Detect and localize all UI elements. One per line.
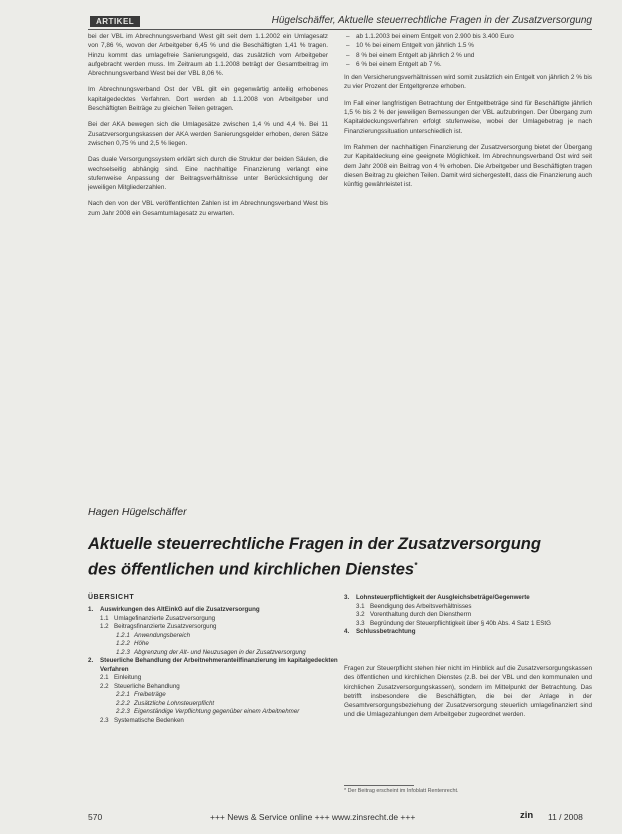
list-item: – 6 % bei einem Entgelt ab 7 %.: [356, 60, 592, 69]
toc-text: Steuerliche Behandlung der Arbeitnehmeranteilfinanzierung im kapitalgedeckten Verfahren: [100, 657, 338, 673]
toc-item: [344, 620, 592, 629]
toc-item: [88, 615, 338, 624]
running-title: Hügelschäffer, Aktuelle steuerrechtliche Fragen in der Zusatzversorgung: [271, 15, 592, 26]
toc-number: 2.2.3: [116, 708, 130, 715]
toc-text: Zusätzliche Lohnsteuerpflicht: [134, 699, 215, 707]
toc-item: [88, 708, 338, 717]
toc-item: [344, 603, 592, 612]
article-author: Hagen Hügelschäffer: [88, 506, 187, 518]
toc-number: 2.2.2: [116, 699, 130, 707]
toc-text: Freibeträge: [134, 691, 166, 698]
toc-text: Beitragsfinanzierte Zusatzversorgung: [114, 623, 217, 630]
toc-item: [88, 717, 338, 726]
toc-text: Eigenständige Verpflichtung gegenüber einem Arbeitnehmer: [134, 708, 300, 715]
title-line-2: des öffentlichen und kirchlichen Dienstes: [88, 560, 415, 579]
title-line-1: Aktuelle steuerrechtliche Fragen in der Zusatzversorgung: [88, 535, 541, 553]
paragraph: Bei der AKA bewegen sich die Umlagesätze zwischen 1,4 % und 4,4 %. Bei 11 Zusatzversorgungskassen der AKA werden Sanierungsgelder erhoben, deren Sätze zwischen 0,75 % und 2,5 % liegen.: [88, 121, 328, 147]
toc-number: 2.3: [100, 716, 109, 724]
footnote: * Der Beitrag erscheint im Infoblatt Rentenrecht.: [344, 788, 459, 794]
toc-text: Auswirkungen des AltEinkG auf die Zusatzversorgung: [100, 606, 260, 613]
issue-number: 11 / 2008: [548, 812, 583, 822]
header-rule: [88, 29, 592, 30]
toc-item: [88, 606, 338, 615]
paragraph: Im Rahmen der nachhaltigen Finanzierung der Zusatzversorgung bietet der Übergang zur Kapitaldeckung eine geeignete Möglichkeit. Im Abrechnungsverband Ost wird seit dem Jahr 2008 ein Beitrag von 4 % erhoben. Die Arbeitgeber und Beschäftigten tragen diesen Beitrag zu gleichen Teilen. Damit wird sichergestellt, dass die Finanzierung auch künftig gewährleistet ist.: [344, 143, 592, 189]
article-title: [88, 534, 592, 581]
toc-number: 1.2.1: [116, 631, 130, 639]
toc-right-list: [344, 594, 592, 637]
toc-number: 3.: [344, 594, 350, 601]
toc-item: [88, 649, 338, 658]
intro-paragraph: Fragen zur Steuerpflicht stehen hier nicht im Hinblick auf die Zusatzversorgungskassen des öffentlichen und kirchlichen Dienstes (z.B. bei der VBL und den kommunalen und kirchlichen Zusatzversorgungskassen), sondern im Mittelpunkt der Betrachtung. Das betrifft insbesondere die Beschäftigten, die bei der Anlage in der Gesamtversorgungsbeziehung der Zusatzversorgung steuerlich umlagefinanziert sind und die Umlagezahlungen dem Arbeitgeber zugeordnet werden.: [344, 665, 592, 719]
toc-item: [88, 623, 338, 632]
toc-text: Lohnsteuerpflichtigkeit der Ausgleichsbeträge/Gegenwerte: [356, 594, 530, 601]
toc-number: 3.2: [356, 611, 365, 618]
toc-text: Höhe: [134, 640, 149, 647]
toc-number: 2.2: [100, 682, 109, 690]
toc-heading: ÜBERSICHT: [88, 594, 135, 601]
toc-number: 2.: [88, 657, 94, 664]
toc-number: 1.1: [100, 614, 109, 622]
paragraph: Im Fall einer langfristigen Betrachtung der Entgeltbeträge sind für Beschäftigte jährlich 1,5 % bis 2 % der jeweiligen Bemessungen der VBL aufzubringen. Der Übergang zum Kapitaldeckungsverfahren erfolgt stufenweise, wobei der Umlagebetrag je nach Finanzierungssituation unterschiedlich ist.: [344, 99, 592, 135]
toc-text: Einleitung: [114, 674, 142, 681]
toc-item: [88, 657, 338, 674]
toc-item: [344, 594, 592, 603]
list-item: – 10 % bei einem Entgelt von jährlich 1.5 %: [356, 41, 592, 50]
toc-item: [88, 700, 338, 709]
toc-left-list: [88, 606, 338, 725]
paragraph: In den Versicherungsverhältnissen wird somit zusätzlich ein Entgelt von jährlich 2 % bis zu vier Prozent der Entgeltgrenze erhoben.: [344, 74, 592, 91]
section-tag: ARTIKEL: [90, 16, 140, 27]
toc-item: [88, 674, 338, 683]
paragraph: Nach den von der VBL veröffentlichten Zahlen ist im Abrechnungsverband West bis zum Jahr 2008 ein Gesamtumlagesatz zu erwarten.: [88, 200, 328, 217]
footnote-rule: [344, 785, 414, 786]
paragraph: Das duale Versorgungssystem erklärt sich durch die Struktur der beiden Säulen, die wechselseitig abhängig sind. Eine nachhaltige Finanzierung verlangt eine stufenweise Anpassung der Beitragsverhältnisse unter Berücksichtigung der jeweiligen Mitgliederzahlen.: [88, 156, 328, 192]
toc-text: Umlagefinanzierte Zusatzversorgung: [114, 614, 216, 622]
paragraph: Im Abrechnungsverband Ost der VBL gilt ein gegenwärtig anteilig erhobenes kapitalgedecktes Verfahren. Dort werden ab 1.1.2008 von Arbeitgeber und Beschäftigten Beiträge zu gleichen Teilen getragen.: [88, 86, 328, 113]
toc-number: 3.1: [356, 602, 365, 610]
toc-text: Systematische Bedenken: [114, 716, 184, 724]
toc-number: 2.2.1: [116, 691, 130, 698]
toc-number: 4.: [344, 628, 350, 635]
journal-logo: zin: [520, 810, 534, 821]
bullet-list: [344, 32, 592, 69]
toc-item: [344, 628, 592, 637]
toc-number: 1.2.2: [116, 640, 130, 647]
footer-banner: +++ News & Service online +++ www.zinsrecht.de +++: [210, 812, 416, 822]
toc-number: 1.2.3: [116, 648, 130, 656]
page-number: 570: [88, 812, 103, 822]
toc-number: 1.: [88, 606, 94, 613]
list-item: – ab 1.1.2003 bei einem Entgelt von 2.900 bis 3.400 Euro: [356, 32, 592, 41]
list-item: – 8 % bei einem Entgelt ab jährlich 2 % und: [356, 51, 592, 60]
right-text-column: [344, 32, 592, 452]
toc-text: Schlussbetrachtung: [356, 628, 416, 635]
toc-text: Vorenthaltung durch den Dienstherrn: [370, 611, 472, 618]
toc-item: [88, 632, 338, 641]
left-text-column: [88, 32, 328, 452]
toc-item: [88, 640, 338, 649]
toc-item: [88, 683, 338, 692]
toc-text: Steuerliche Behandlung: [114, 682, 180, 690]
toc-text: Beendigung des Arbeitsverhältnisses: [370, 602, 472, 610]
toc-text: Abgrenzung der Alt- und Neuzusagen in der Zusatzversorgung: [134, 648, 306, 656]
toc-text: Begründung der Steuerpflichtigkeit über § 40b Abs. 4 Satz 1 EStG: [370, 619, 551, 627]
toc-number: 1.2: [100, 623, 109, 630]
paragraph: bei der VBL im Abrechnungsverband West gilt seit dem 1.1.2002 ein Umlagesatz von 7,86 %, wovon der Arbeitgeber 6,45 % und die Beschäftigten 1,41 % tragen. Hinzu kommt das umlagefreie Sanierungsgeld, das zusätzlich vom Arbeitgeber aufgebracht werden muss. Im Zeitraum ab 1.1.2008 beträgt der Gesamtbeitrag im Abrechnungsverband West bei der VBL 8,06 %.: [88, 33, 328, 78]
title-footnote-mark: *: [414, 561, 418, 570]
toc-item: [344, 611, 592, 620]
toc-number: 3.3: [356, 619, 365, 627]
toc-number: 2.1: [100, 674, 109, 681]
toc-item: [88, 691, 338, 700]
toc-text: Anwendungsbereich: [134, 631, 191, 639]
